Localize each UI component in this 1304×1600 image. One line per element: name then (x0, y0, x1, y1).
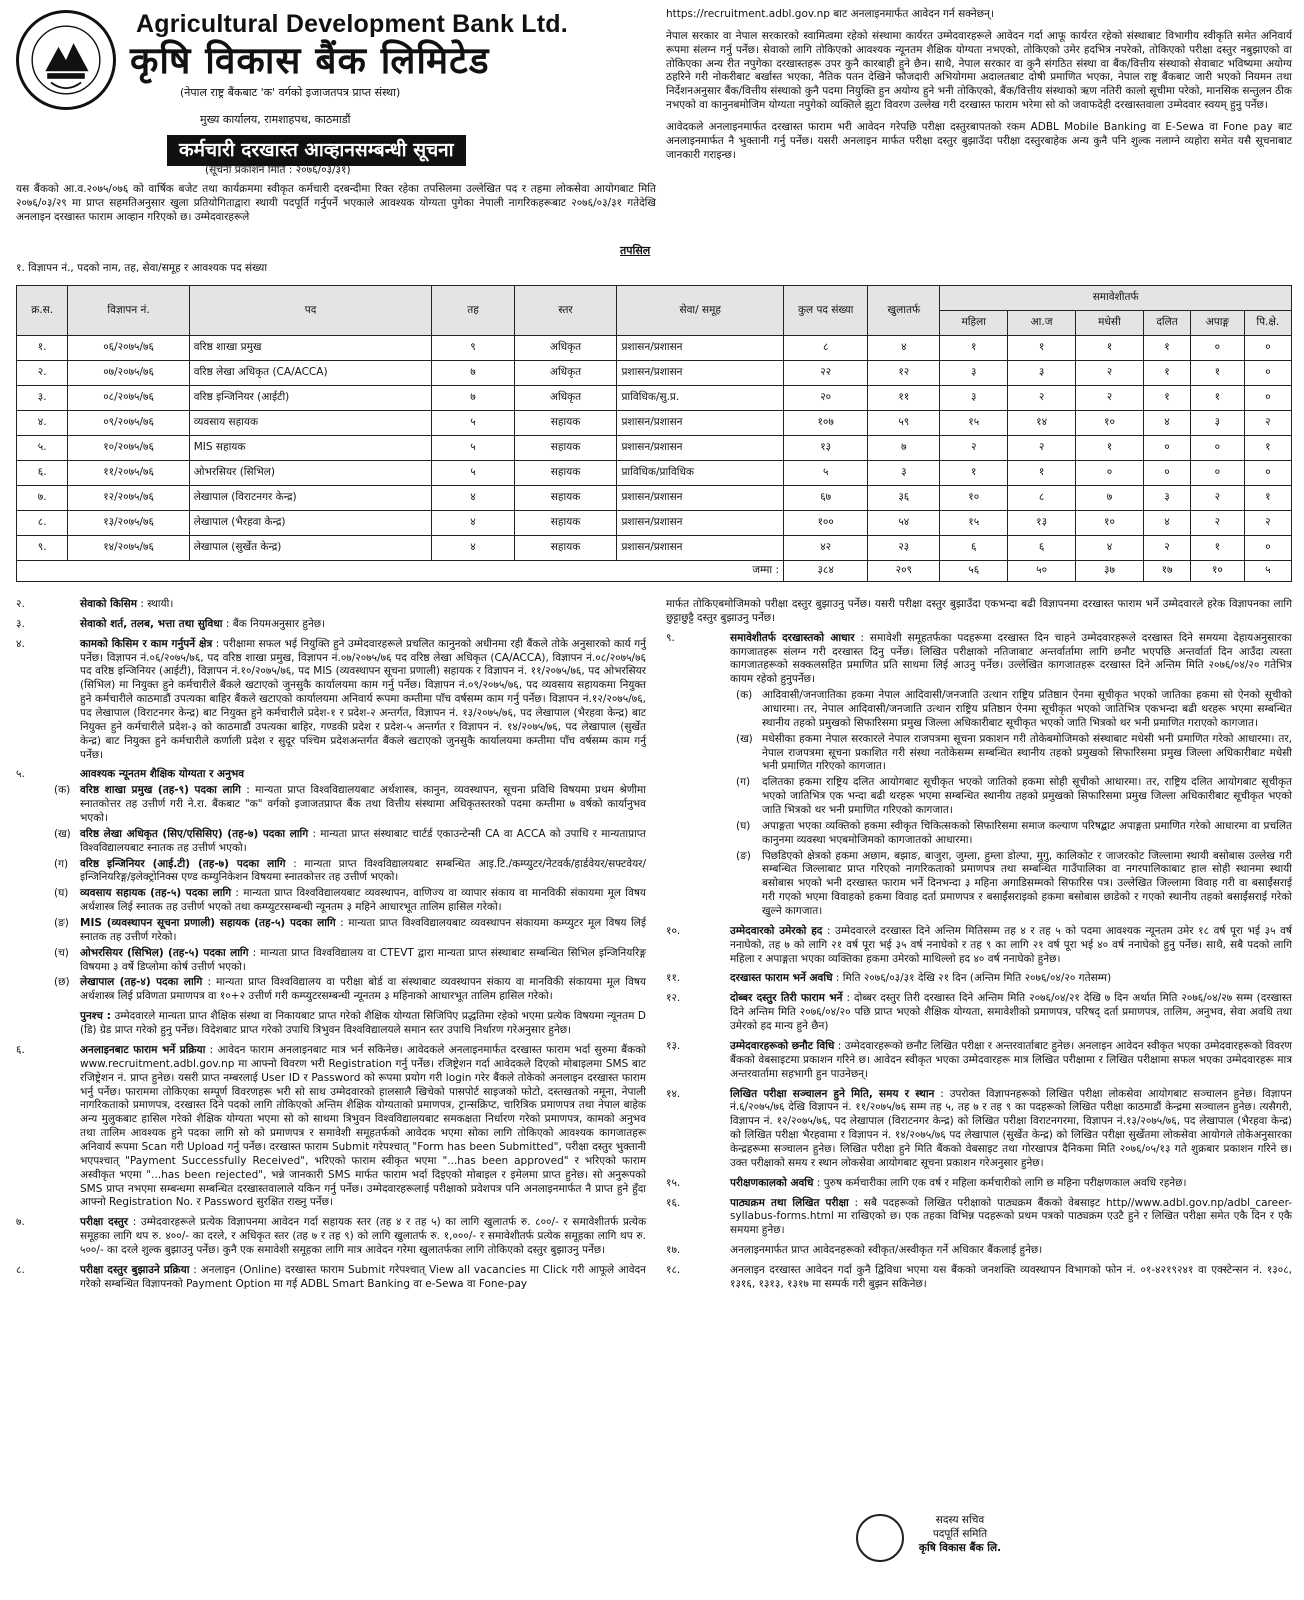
qualification-text: : मान्यता प्राप्त विश्वविद्यालय वा CTEVT द्वारा मान्यता प्राप्त संस्थाबाट सम्बन्धित सिभिल इन्जिनियरिङ्ग विषयमा ३ वर्षे डिप्लोमा कोर्ष उत्तीर्ण भएको। (80, 946, 646, 973)
item-text: : समावेशी समूहतर्फका पदहरूमा दरखास्त दिन चाहने उम्मेदवारहरूले दरखास्त दिने समयमा देहायअनुसारका कागजातहरू संलग्न गरी दरखास्त दिनु पर्नेछ। लिखित परीक्षाको नतिजाबाट अन्तर्वार्तामा लागि छनौट भएपछि अन्तर्वार्ता दिन आउँदा त्यस्ता कागजातहरूको सक्कलसहित प्रमाणित प्रति साथमा लिई आउनु पर्नेछ। उल्लेखित कागजातहरू दरखास्त दिने अन्तिम मिति २०७६/०४/२० गतेभित्र कायम रहेको हुनुपर्नेछ। (730, 631, 1292, 686)
item-5 (16, 768, 646, 1004)
item-9 (666, 632, 1292, 919)
col-level: तह (432, 286, 514, 336)
right-items-list (666, 925, 1292, 1292)
table-cell: ०६/२०७५/७६ (68, 336, 189, 361)
right-top-para-3: आवेदकले अनलाइनमार्फत दरखास्त फाराम भरी आवेदन गरेपछि परीक्षा दस्तुरबापतको रकम ADBL Mobile Banking वा E-Sewa वा Fone pay बाट अनलाइनमार्फत नै भुक्तानी गर्नु पर्नेछ। यसरी अनलाइन मार्फत परीक्षा दस्तुर बुझाउँदा परीक्षा दस्तुरबाहेक अन्य कुनै पनि शुल्क नलाग्ने व्यहोरा समेत यसै सूचनाबाट जानकारी गराइन्छ। (666, 121, 1292, 161)
bank-logo (16, 10, 116, 110)
item-number: २. (16, 598, 25, 610)
table-cell: ५ (784, 461, 868, 486)
right-item (666, 1088, 1292, 1171)
table-cell: ४ (868, 336, 940, 361)
table-cell: १४ (1008, 411, 1076, 436)
sub-letter: (ङ) (736, 849, 751, 862)
item-text: : परीक्षामा सफल भई नियुक्ति हुने उम्मेदवारहरूले प्रचलित कानुनको अधीनमा रही बैंकले तोके अनुसारको कार्य गर्नु पर्नेछ। विज्ञापन नं.०६/२०७५/७६, पद वरिष्ठ शाखा प्रमुख, विज्ञापन नं.०७/२०७५/७६ पद वरिष्ठ लेखा अधिकृत (CA/ACCA), विज्ञापन नं.०८/२०७५/७६ पद वरिष्ठ इन्जिनियर (आईटी), विज्ञापन नं.१०/२०७५/७६, पद MIS (व्यवस्थापन सूचना प्रणाली) सहायक र विज्ञापन नं. ११/२०७५/७६, पद ओभरसियर (सिभिल) मा नियुक्त हुने कर्मचारीले बैंकले खटाएको जुनसुकै कार्यालयमा काम गर्नु पर्नेछ। विज्ञापन नं.०९/२०७५/७६, पद व्यवसाय सहायकमा नियुक्त हुने कर्मचारीले काठमाडौं उपत्यका बाहिर बैंकले खटाएको कार्यालयमा अनिवार्य रूपमा कम्तीमा पाँच वर्षसम्म काम गर्नु पर्नेछ। विज्ञापन नं.१२/२०७५/७६, पद लेखापाल (विराटनगर केन्द्र) बाट नियुक्त हुने कर्मचारीले प्रदेश-१ र प्रदेश-२ अन्तर्गत, विज्ञापन नं. १३/२०७५/७६, पद लेखापाल (भैरहवा केन्द्र) बाट नियुक्त हुने कर्मचारीले प्रदेश-३ को काठमाडौं उपत्यका बाहिर, गण्डकी प्रदेश र प्रदेश-५ अन्तर्गत र विज्ञापन नं. १४/२०७५/७६, पद लेखापाल (सुर्खेत केन्द्र) बाट नियुक्त हुने कर्मचारीले कर्णाली प्रदेश र सुदूर पश्चिम प्रदेशअन्तर्गत बैंकले खटाएको जुनसुकै कार्यालयमा कम्तीमा पाँच वर्षसम्म काम गर्नु पर्नेछ। (80, 637, 646, 761)
table-row (17, 436, 1292, 461)
item-title: कामको किसिम र काम गर्नुपर्ने क्षेत्र (80, 637, 213, 650)
item-title: दोब्बर दस्तुर तिरी फाराम भर्ने (730, 992, 843, 1005)
table-cell: लेखापाल (भैरहवा केन्द्र) (189, 511, 432, 536)
qualification-item (48, 947, 646, 975)
table-cell: ६. (17, 461, 68, 486)
punashcha-note (16, 1010, 646, 1038)
total-cell: ५६ (940, 561, 1008, 582)
intro-paragraph: यस बैंकको आ.व.२०७५/०७६ को वार्षिक बजेट तथा कार्यक्रममा स्वीकृत कर्मचारी दरबन्दीमा रिक्त रहेका तपसिलमा उल्लेखित पद र तहमा लोकसेवा आयोगबाट मिति २०७६/०३/२९ मा प्राप्त सहमतिअनुसार खुला प्रतियोगिताद्वारा स्थायी पदपूर्ति गर्नुपर्ने भएकाले आवश्यक योग्यता पुगेका नेपाली नागरिकहरूबाट २०७६/०३/३१ गतेदेखि अनलाइन दरखास्त फाराम आव्हान गरिएको छ। उम्मेदवारहरूले (16, 183, 656, 223)
table-cell: प्राविधिक/प्राविधिक (617, 461, 784, 486)
table-cell: १ (940, 461, 1008, 486)
item-text: : उम्मेदवारहरूले प्रत्येक विज्ञापनमा आवेदन गर्दा सहायक स्तर (तह ४ र तह ५) का लागि खुलातर्फ रु. ८००/- र समावेशीतर्फ प्रत्येक समूहका लागि थप रु. ४००/- का दरले, र अधिकृत स्तर (तह ७ र तह ९) को लागि खुलातर्फ रु. १,०००/- र समावेशीतर्फ प्रत्येक समूहका लागि थप रु. ५००/- का दरले शुल्क बुझाउनु पर्नेछ। कुनै एक समावेशी समूहका लागि मात्र आवेदन गरेमा खुलातर्फका लागि तोकिएको दस्तुर बुझाउनु पर्नेछ। (80, 1216, 647, 1256)
item-number: ११. (666, 972, 681, 985)
table-cell: सहायक (514, 436, 617, 461)
qualification-title: वरिष्ठ इन्जिनियर (आई.टी) (तह-७) पदका लागि (80, 857, 286, 870)
head-office: मुख्य कार्यालय, रामशाहपथ, काठमाडौं (200, 113, 351, 126)
sub-letter: (घ) (736, 819, 751, 832)
table-cell: प्रशासन/प्रशासन (617, 436, 784, 461)
table-cell: २ (1244, 511, 1291, 536)
table-cell: अधिकृत (514, 336, 617, 361)
item-2 (16, 598, 646, 612)
table-cell: १ (1076, 336, 1144, 361)
table-cell: ३ (868, 461, 940, 486)
qualification-list (48, 784, 646, 1004)
item-title: उम्मेदवारहरूको छनौट विधि (730, 1039, 835, 1052)
table-cell: सहायक (514, 536, 617, 561)
inclusion-text: मधेसीका हकमा नेपाल सरकारले नेपाल राजपत्रमा सूचना प्रकाशन गरी तोकेबमोजिमको संस्थाबाट मधेसी भनी प्रमाणित गरेको आधारमा। तर, नेपाल राजपत्रमा सूचना प्रकाशित गरी संस्था नतोकेसम्म सम्बन्धित स्थानीय तहको प्रमुखको सिफारिसमा प्रमुख जिल्ला अधिकारीबाट मधेसी भनी प्रमाणित गरिएको कागजात। (762, 732, 1292, 773)
table-cell: प्रशासन/प्रशासन (617, 336, 784, 361)
table-cell: १२/२०७५/७६ (68, 486, 189, 511)
item-text: : उपरोक्त विज्ञापनहरूको लिखित परीक्षा लोकसेवा आयोगबाट सञ्चालन हुनेछ। विज्ञापन नं.६/२०७५/७६ देखि विज्ञापन नं. ११/२०७५/७६ सम्म तह ५, तह ७ र तह ९ का पदहरूको लिखित परीक्षा काठमाडौं केन्द्रमा सञ्चालन हुनेछ। त्यसैगरी, विज्ञापन नं. १२/२०७५/७६, पद लेखापाल (विराटनगर केन्द्र) को लिखित परीक्षा विराटनगरमा, विज्ञापन नं.१३/२०७५/७६, पद लेखापाल (भैरहवा केन्द्र) को लिखित परीक्षा भैरहवामा र विज्ञापन नं. १४/२०७५/७६ पद लेखापाल (सुर्खेत केन्द्र) को लिखित परीक्षा सुर्खेतमा लोकसेवा आयोगले तोकेअनुसारका केन्द्रहरूमा सञ्चालन हुनेछ। लिखित परीक्षा हुने मिति बैंकको वेबसाइट तथा गोरखापत्र दैनिकमा मिति २०७६/०५/१३ गते शुक्रबार प्रकाशन गरिने छ। उक्त परीक्षाको समय र स्थान लोकसेवा आयोगबाट सूचना प्रकाशन गरेअनुसार हुनेछ। (730, 1087, 1293, 1169)
table-cell: प्राविधिक/सु.प्र. (617, 386, 784, 411)
col-grade: स्तर (514, 286, 617, 336)
qualification-title: वरिष्ठ लेखा अधिकृत (सिए/एसिसिए) (तह-७) पदका लागि (80, 827, 309, 840)
inclusion-doc-list (730, 689, 1292, 919)
table-row (17, 411, 1292, 436)
punashcha-text: उम्मेदवारले मान्यता प्राप्त शैक्षिक संस्था वा निकायबाट प्राप्त गरेको शैक्षिक योग्यता सिजिपिए प्रद्धतिमा रहेको भएमा प्रत्येक विषयमा न्यूनतम D (डि) ग्रेड प्राप्त गरेको हुनु पर्नेछ। विदेशबाट प्राप्त गरेको उपाधि त्रिभुवन विश्वविद्यालयले समान स्तर उपाधि निर्धारण गरेअनुसार हुनेछ। (80, 1010, 646, 1037)
table-cell: ८ (784, 336, 868, 361)
right-item (666, 1244, 1292, 1258)
item-text: : सबै पदहरूको लिखित परीक्षाको पाठ्यक्रम बैंकको वेबसाइट http//www.adbl.gov.np/adbl_career-syllabus-forms.html मा राखिएको छ। एक तहका विभिन्न पदहरूको प्रथम पत्रको पाठ्यक्रम एउटै हुने र लिखित परीक्षा समेत एकै दिन र एकै समयमा हुनेछ। (730, 1196, 1292, 1237)
item-text: : उम्मेदवारले दरखास्त दिने अन्तिम मितिसम्म तह ४ र तह ५ को पदमा आवश्यक न्यूनतम उमेर १८ वर्ष पूरा भई ३५ वर्ष ननाघेको, तह ७ को लागि २१ वर्ष पूरा भई ३५ वर्ष ननाघेको र तह ९ का लागि २१ वर्ष पूरा भई ४० वर्ष ननाघेको हुनु पर्नेछ। साथै, सबै पदको लागि महिला र अपाङ्गता भएका व्यक्तिका हकमा उमेरको माथिल्लो हद ४० वर्ष ननाघेको हुनेछ। (730, 924, 1292, 965)
item-number: ५. (16, 768, 25, 781)
table-cell: ९ (432, 336, 514, 361)
table-cell: १३ (784, 436, 868, 461)
table-cell: ४. (17, 411, 68, 436)
table-cell: ३. (17, 386, 68, 411)
right-item (666, 1264, 1292, 1292)
table-cell: प्रशासन/प्रशासन (617, 411, 784, 436)
signatory-committee: पदपूर्ति समिति (932, 1527, 988, 1540)
right-item (666, 1177, 1292, 1191)
table-cell: ५. (17, 436, 68, 461)
right-top-para-1: https://recruitment.adbl.gov.np बाट अनलाइनमार्फत आवेदन गर्न सक्नेछन्। (666, 8, 994, 20)
table-cell: १५ (940, 511, 1008, 536)
table-cell: १० (1076, 411, 1144, 436)
total-cell: १७ (1143, 561, 1190, 582)
qualification-title: व्यवसाय सहायक (तह-५) पदका लागि (80, 887, 232, 900)
right-item (666, 972, 1292, 986)
table-cell: २० (784, 386, 868, 411)
table-cell: ५ (432, 461, 514, 486)
table-cell: १०० (784, 511, 868, 536)
table-cell: १०७ (784, 411, 868, 436)
table-row (17, 386, 1292, 411)
item-text: : बैंक नियमअनुसार हुनेछ। (225, 617, 326, 630)
table-cell: ७ (1076, 486, 1144, 511)
vacancy-table (16, 285, 1292, 582)
item-text: : स्थायी। (140, 598, 174, 610)
item-title: दरखास्त फाराम भर्ने अवधि (730, 972, 833, 985)
table-cell: ० (1191, 436, 1244, 461)
item-number: १०. (666, 924, 681, 937)
item-title: पाठ्यक्रम तथा लिखित परीक्षा (730, 1196, 849, 1209)
table-cell: १२ (868, 361, 940, 386)
total-cell: ३८४ (784, 561, 868, 582)
item-8 (16, 1264, 646, 1292)
table-cell: वरिष्ठ शाखा प्रमुख (189, 336, 432, 361)
table-cell: ६ (1008, 536, 1076, 561)
table-cell: ओभरसियर (सिभिल) (189, 461, 432, 486)
qualification-text: : मान्यता प्राप्त विश्वविद्यालय वा परीक्षा बोर्ड वा संस्थाबाट व्यवस्थापन संकाय वा मानविकी संकायमा मूल विषय अर्थशास्त्र लिई प्रविणता प्रमाणपत्र वा १०+२ उत्तीर्ण गरी कम्प्युटरसम्बन्धी न्यूनतम ३ महिनाको आधारभूत तालिम हासिल गरेको। (80, 976, 646, 1003)
right-item (666, 925, 1292, 967)
inclusion-item (730, 850, 1292, 919)
item-number: १६. (666, 1196, 681, 1209)
inclusion-item (730, 689, 1292, 731)
table-cell: ३ (1191, 411, 1244, 436)
qualification-text: : मान्यता प्राप्त संस्थाबाट चार्टर्ड एकाउन्टेन्सी CA वा ACCA को उपाधि र मान्यताप्राप्त विश्वविद्यालयबाट स्नातक तह उत्तीर्ण भएको। (80, 827, 647, 854)
table-cell: प्रशासन/प्रशासन (617, 486, 784, 511)
table-cell: १ (1143, 386, 1190, 411)
inclusion-text: अपाङ्गता भएका व्यक्तिको हकमा स्वीकृत चिकित्सकको सिफारिसमा समाज कल्याण परिषद्बाट अपाङ्गता प्रमाणित गरेको आधारमा वा प्रचलित कानुनमा व्यवस्था भएबमोजिमको कागजातको आधारमा। (762, 819, 1292, 846)
col-janajati: आ.ज (1008, 311, 1076, 336)
table-header-row (17, 286, 1292, 311)
table-cell: ४ (1143, 511, 1190, 536)
sub-letter: (ग) (54, 857, 69, 870)
bank-name-nepali: कृषि विकास बैंक लिमिटेड (130, 39, 490, 82)
item-text: : मिति २०७६/०३/३१ देखि २१ दिन (अन्तिम मिति २०७६/०४/२० गतेसम्म) (835, 972, 1112, 985)
item-title: सेवाको शर्त, तलब, भत्ता तथा सुविधा (80, 617, 223, 630)
qualification-title: वरिष्ठ शाखा प्रमुख (तह-९) पदका लागि (80, 784, 241, 797)
item-number: १८. (666, 1263, 681, 1276)
item-number: १७. (666, 1244, 681, 1257)
table-cell: ० (1244, 361, 1291, 386)
table-cell: ३ (940, 386, 1008, 411)
qualification-text: : मान्यता प्राप्त विश्वविद्यालयबाट सम्बन्धित आइ.टि./कम्प्युटर/नेटवर्क/हार्डवेयर/सफ्टवेयर/इन्जिनियरिङ्ग/इलेक्ट्रोनिक्स एण्ड कम्युनिकेशन विषयमा स्नातकोत्तर तह उत्तीर्ण भएको। (80, 857, 646, 884)
item-text: अनलाइनमार्फत प्राप्त आवेदनहरूको स्वीकृत/अस्वीकृत गर्ने अधिकार बैंकलाई हुनेछ। (730, 1244, 1043, 1257)
sub-letter: (ग) (736, 776, 751, 789)
table-cell: ३ (1143, 486, 1190, 511)
table-cell: १ (1191, 361, 1244, 386)
table-cell: १ (1143, 361, 1190, 386)
qualification-item (48, 858, 646, 886)
sub-letter: (छ) (54, 976, 70, 989)
item-title: समावेशीतर्फ दरखास्तको आधार (730, 631, 855, 644)
table-cell: ५ (432, 411, 514, 436)
col-inclusive: समावेशीतर्फ (940, 286, 1292, 311)
table-cell: २ (1008, 436, 1076, 461)
qualification-item (48, 917, 646, 945)
qualification-text: : मान्यता प्राप्त विश्वविद्यालयबाट अर्थशास्त्र, कानुन, व्यवस्थापन, सूचना प्रविधि विषयमा प्रथम श्रेणीमा स्नातकोत्तर तह उत्तीर्ण गरी ने.रा. बैंकबाट "क" वर्गको इजाजतप्राप्त बैंक तथा वित्तीय संस्थामा अधिकृतस्तरको पदमा कम्तीमा ७ वर्षको कार्यानुभव भएको। (80, 784, 646, 825)
item-title: सेवाको किसिम (80, 598, 137, 610)
item-text: : अनलाइन (Online) दरखास्त फाराम Submit गरेपश्चात् View all vacancies मा Click गरी आफूले आवेदन गरेको सम्बन्धित विज्ञापनको Payment Option मा गई ADBL Smart Banking वा e-Sewa वा Fone-pay (80, 1263, 646, 1290)
col-service: सेवा/ समूह (617, 286, 784, 336)
table-cell: प्रशासन/प्रशासन (617, 511, 784, 536)
table-cell: १ (1143, 336, 1190, 361)
qualification-item (48, 784, 646, 826)
item-4 (16, 638, 646, 763)
qualification-item (48, 976, 646, 1004)
table-cell: ४ (1076, 536, 1144, 561)
table-cell: २. (17, 361, 68, 386)
col-open: खुलातर्फ (868, 286, 940, 336)
qualification-item (48, 887, 646, 915)
signature-block (860, 1514, 1060, 1556)
col-post: पद (189, 286, 432, 336)
table-cell: ७ (868, 436, 940, 461)
item-title: उम्मेदवारको उमेरको हद (730, 924, 823, 937)
item-7 (16, 1216, 646, 1258)
left-column (16, 598, 646, 1298)
table-cell: प्रशासन/प्रशासन (617, 361, 784, 386)
total-cell: १० (1191, 561, 1244, 582)
table-cell: व्यवसाय सहायक (189, 411, 432, 436)
notice-title: कर्मचारी दरखास्त आव्हानसम्बन्धी सूचना (167, 135, 466, 166)
item-number: १५. (666, 1176, 681, 1189)
right-column (666, 598, 1292, 1298)
table-cell: ३६ (868, 486, 940, 511)
item-number: १३. (666, 1039, 681, 1052)
table-cell: १० (940, 486, 1008, 511)
table-cell: २ (1076, 386, 1144, 411)
table-cell: अधिकृत (514, 386, 617, 411)
table-cell: ४ (432, 536, 514, 561)
table-cell: ० (1244, 386, 1291, 411)
sub-letter: (च) (54, 946, 69, 959)
table-cell: ६७ (784, 486, 868, 511)
item-number: ९. (666, 631, 675, 644)
qualification-title: ओभरसियर (सिभिल) (तह-५) पदका लागि (80, 946, 249, 959)
right-item (666, 1040, 1292, 1082)
table-cell: सहायक (514, 411, 617, 436)
right-top-para-2: नेपाल सरकार वा नेपाल सरकारको स्वामित्वमा रहेको संस्थामा कार्यरत उम्मेदवारहरूले आवेदन गर्दा आफू कार्यरत रहेको संस्थाबाट विभागीय स्वीकृति समेत अनिवार्य रूपमा संलग्न गर्नु पर्नेछ। सेवाको लागि तोकिएको आवश्यक न्यूनतम शैक्षिक योग्यता नभएको, तोकिएको उमेर हदभित्र नपरेको, तोकिएको परीक्षा दस्तुर नबुझाएको वा तोकिएका अन्य रीत नपुगेका दरखास्तहरू उपर कुनै कारबाही हुने छैन। साथै, नेपाल सरकार वा कुनै संगठित संस्था वा बैंक/वित्तीय संस्थाको सेवाबाट भविष्यमा अयोग्य ठहरिने गरी नोकरीबाट बर्खास्त भएका, नैतिक पतन देखिने फौजदारी अभियोगमा अदालतबाट दोषी प्रमाणित भएका, नेपाल राष्ट्र बैंकबाट जारी भएको नियमन तथा निर्देशनअनुसार बैंक/वित्तीय संस्थाको कुनै पदमा नियुक्ति हुन अयोग्य हुने भनी तोकिएको, बैंक/वित्तीय संस्थाको ऋण नतिरी कालो सूचीमा परेको, मानसिक सन्तुलन ठीक नभएको वा कानुनबमोजिम योग्यता नपुगेको व्यक्तिले झुटा विवरण उल्लेख गरी दरखास्त फाराम भरेमा सो को जवाफदेही दरखास्तवाला उम्मेदवार स्वयम् हुनु पर्नेछ। (666, 29, 1292, 112)
sub-letter: (क) (736, 689, 753, 702)
table-cell: १. (17, 336, 68, 361)
item-text: : आवेदन फाराम अनलाइनबाट मात्र भर्न सकिनेछ। आवेदकले अनलाइनमार्फत दरखास्त फाराम भर्दा सुरुमा बैंकको www.recruitment.adbl.gov.np मा आफ्नो विवरण भरी Registration गर्नु पर्नेछ। रजिष्ट्रेशन गर्दा आवेदकले दिएको मोबाइलमा SMS बाट रजिष्ट्रेशन नं. प्राप्त हुनेछ। यसरी प्राप्त नम्बरलाई User ID र Password को रूपमा प्रयोग गरी login गरेर बैंकले तोकेको अनलाइन दरखास्त फाराम भर्नु पर्नेछ। फाराममा तोकिएका सम्पूर्ण विवरणहरू भरी सो साथ उम्मेदवारको हालसालै खिचेको पासपोर्ट साइजको फोटो, दस्तखतको नमूना, नेपाली नागरिकताको प्रमाणपत्र, दरखास्त दिने पदको लागि तोकिएको अन्तिम शैक्षिक योग्यताको प्रमाणपत्र, ट्रान्सक्रिप्ट, चारित्रिक प्रमाणपत्र तथा नेपाल बाहेक अन्य मुलुकबाट हासिल गरेको शैक्षिक योग्यता भएमा सो को साथमा त्रिभुवन विश्वविद्यालयबाट समकक्षता निर्धारण गरेको प्रमाणपत्र, कामको अनुभव तथा तालिम आवश्यक हुने पदका लागि सो को प्रमाणपत्र र समावेशी समूहतर्फको आवेदक भएमा सोका लागि तोकिएको आवश्यक कागजातहरू अनिवार्य रूपमा Scan गरी Upload गर्नु पर्नेछ। दरखास्त फाराम Submit गरेपश्चात् "Form has been Submitted", परीक्षा दस्तुर भुक्तानी भएपश्चात् "Payment Successfully Received", भरिएको फाराम स्वीकृत भएमा "...has been approved" र भरिएको फाराम अस्वीकृत भएमा "...has been rejected", भन्ने जानकारी SMS मार्फत फाराम भर्दा दिइएको मोबाइल र इमेलमा प्राप्त हुनेछ। सो अनुरूपको SMS प्राप्त नभएमा सम्बन्धमा सम्बन्धित दरखास्तवालाले यकिन गर्नु पर्नेछ। उम्मेदवारहरूलाई परीक्षाको प्रवेशपत्र पनि अनलाइनमार्फत नै प्राप्त हुने हुँदा आफ्नो Registration No. र Password सुरक्षित राख्नु पर्नेछ। (80, 1043, 647, 1209)
table-cell: ५९ (868, 411, 940, 436)
table-body (17, 336, 1292, 582)
item-text: अनलाइन दरखास्त आवेदन गर्दा कुनै द्विविधा भएमा यस बैंकको जनशक्ति व्यवस्थापन विभागको फोन नं. ०१-४२१९२४१ वा एक्स्टेन्सन नं. १३०८, १३१६, १३१३, १३१७ मा सम्पर्क गरी बुझन सकिनेछ। (730, 1263, 1292, 1290)
qualification-text: : मान्यता प्राप्त विश्वविद्यालयबाट व्यवस्थापन संकायमा कम्प्युटर मूल विषय लिई स्नातक तह उत्तीर्ण गरेको। (80, 917, 646, 943)
inclusion-item (730, 733, 1292, 775)
item-6 (16, 1044, 646, 1210)
table-cell: २ (1008, 386, 1076, 411)
sub-letter: (ख) (54, 827, 71, 840)
table-cell: १० (1076, 511, 1144, 536)
table-cell: वरिष्ठ लेखा अधिकृत (CA/ACCA) (189, 361, 432, 386)
table-cell: १३/२०७५/७६ (68, 511, 189, 536)
table-cell: सहायक (514, 461, 617, 486)
item-text: : उम्मेदवारहरूको छनौट लिखित परीक्षा र अन्तरवार्ताबाट हुनेछ। अनलाइन आवेदन स्वीकृत भएका उम्मेदवारहरूको विवरण बैंकको वेबसाइटमा प्रकाशन गरिने छ। आवेदन स्वीकृत भएका उम्मेदवारहरू मात्र लिखित परीक्षामा र लिखित परीक्षामा सफल भएका उम्मेदवारहरू मात्र अन्तरवार्तामा सहभागी हुन पाउनेछन्। (730, 1039, 1292, 1080)
col-women: महिला (940, 311, 1008, 336)
table-cell: ३ (1008, 361, 1076, 386)
item-text: : पुरुष कर्मचारीका लागि एक वर्ष र महिला कर्मचारीको लागि छ महिना परीक्षणकाल अवधि रहनेछ। (816, 1176, 1187, 1189)
table-row (17, 461, 1292, 486)
item-3 (16, 618, 646, 632)
table-total-row (17, 561, 1292, 582)
table-cell: ०७/२०७५/७६ (68, 361, 189, 386)
table-cell: ४ (1143, 411, 1190, 436)
item-title: परीक्षा दस्तुर बुझाउने प्रक्रिया (80, 1263, 190, 1276)
col-ad-no: विज्ञापन नं. (68, 286, 189, 336)
table-cell: १ (1191, 536, 1244, 561)
sub-letter: (ख) (736, 732, 753, 745)
sub-letter: (घ) (54, 887, 69, 900)
punashcha-title: पुनश्च : (80, 1010, 111, 1023)
col-disabled: अपाङ्ग (1191, 311, 1244, 336)
table-cell: लेखापाल (विराटनगर केन्द्र) (189, 486, 432, 511)
table-cell: २ (1143, 536, 1190, 561)
table-cell: १०/२०७५/७६ (68, 436, 189, 461)
item-8-continued: मार्फत तोकिएबमोजिमको परीक्षा दस्तुर बुझाउनु पर्नेछ। यसरी परीक्षा दस्तुर बुझाउँदा एकभन्दा बढी विज्ञापनमा दरखास्त फाराम भर्ने उम्मेदवारले हरेक विज्ञापनका लागि छुट्टाछुट्टै दस्तुर बुझाउनु पर्नेछ। (666, 598, 1292, 624)
bank-license-note: (नेपाल राष्ट्र बैंकबाट 'क' वर्गको इजाजतपत्र प्राप्त संस्था) (180, 86, 401, 99)
item-number: ६. (16, 1043, 25, 1056)
qualification-text: : मान्यता प्राप्त विश्वविद्यालयबाट व्यवस्थापन, वाणिज्य वा व्यापार संकाय वा मानविकी संकायमा मूल विषय अर्थशास्त्र लिई स्नातक तह उत्तीर्ण भएको तथा कम्प्युटरसम्बन्धी न्यूनतम ३ महिने आधारभूत तालिम हासिल गरेको। (80, 887, 646, 914)
signatory-title: सदस्य सचिव (935, 1514, 985, 1526)
item-text: : दोब्बर दस्तुर तिरी दरखास्त दिने अन्तिम मिति २०७६/०४/२१ देखि ७ दिन अर्थात मिति २०७६/०४/२७ सम्म (दरखास्त दिने अन्तिम मिति २०७६/०४/२० पछि प्राप्त भएको शैक्षिक योग्यता, समावेशीको प्रमाणपत्र, परिषद् दर्ता प्रमाणपत्र, तालिम, अनुभव, सेवा अवधि तथा उमेरको हद मान्य हुने छैन) (730, 992, 1292, 1033)
table-row (17, 336, 1292, 361)
item-number: ७. (16, 1216, 25, 1229)
table-row (17, 536, 1292, 561)
table-cell: २२ (784, 361, 868, 386)
bank-logo-emblem (19, 13, 113, 107)
table-cell: १ (1191, 386, 1244, 411)
total-cell: ५० (1008, 561, 1076, 582)
table-cell: १ (1008, 336, 1076, 361)
table-cell: ५ (432, 436, 514, 461)
item-title: लिखित परीक्षा सञ्चालन हुने मिति, समय र स्थान (730, 1087, 935, 1100)
table-cell: १५ (940, 411, 1008, 436)
tapsil-heading: तपसिल (620, 244, 651, 257)
table-cell: १ (1076, 436, 1144, 461)
table-cell: सहायक (514, 511, 617, 536)
item-title: आवश्यक न्यूनतम शैक्षिक योग्यता र अनुभव (80, 768, 245, 781)
table-cell: वरिष्ठ इन्जिनियर (आईटी) (189, 386, 432, 411)
table-cell: २ (1191, 511, 1244, 536)
total-label: जम्मा : (17, 561, 784, 582)
total-cell: ३७ (1076, 561, 1144, 582)
inclusion-item (730, 820, 1292, 848)
total-cell: २०९ (868, 561, 940, 582)
qualification-title: लेखापाल (तह-४) पदका लागि (80, 976, 203, 989)
col-sn: क्र.स. (17, 286, 68, 336)
table-cell: ० (1143, 461, 1190, 486)
table-cell: लेखापाल (सुर्खेत केन्द्र) (189, 536, 432, 561)
item-number: ३. (16, 617, 25, 630)
table-row (17, 486, 1292, 511)
table-cell: सहायक (514, 486, 617, 511)
publication-date: (सूचना प्रकाशन मिति : २०७६/०३/३१) (205, 164, 351, 176)
inclusion-text: दलितका हकमा राष्ट्रिय दलित आयोगबाट सूचीकृत भएको जातिको हकमा सोही सूचीको आधारमा। तर, राष्ट्रिय दलित आयोगबाट सूचीकृत भएको जातिभित्र एक भन्दा बढी थरहरू भएमा सम्बन्धित स्थानीय तहको प्रमुखको सिफारिसमा प्रमुख जिल्ला अधिकारीबाट सूचीकृत भएको जाति भित्रको थर भनी प्रमाणित गरिएको कागजात। (762, 776, 1292, 817)
table-row (17, 511, 1292, 536)
item-number: ४. (16, 637, 25, 650)
total-cell: ५ (1244, 561, 1291, 582)
bank-name-english: Agricultural Development Bank Ltd. (136, 10, 568, 38)
table-cell: ४ (432, 511, 514, 536)
table-cell: MIS सहायक (189, 436, 432, 461)
table-cell: ० (1076, 461, 1144, 486)
item-number: १४. (666, 1087, 681, 1100)
sub-letter: (ङ) (54, 917, 69, 930)
table-cell: ० (1143, 436, 1190, 461)
sub-letter: (क) (54, 784, 71, 797)
col-total-posts: कुल पद संख्या (784, 286, 868, 336)
table-cell: ० (1244, 536, 1291, 561)
table-cell: ८ (1008, 486, 1076, 511)
table-cell: ० (1191, 336, 1244, 361)
right-item (666, 1197, 1292, 1239)
table-cell: अधिकृत (514, 361, 617, 386)
table-cell: २ (940, 436, 1008, 461)
table-cell: ७ (432, 361, 514, 386)
right-item (666, 992, 1292, 1034)
right-top-column (666, 8, 1292, 171)
table-cell: ० (1244, 336, 1291, 361)
inclusion-text: आदिवासी/जनजातिका हकमा नेपाल आदिवासी/जनजाति उत्थान राष्ट्रिय प्रतिष्ठान ऐनमा सूचीकृत भएको जातिका हकमा सो ऐनको सूचीको आधारमा। तर, नेपाल आदिवासी/जनजाति उत्थान राष्ट्रिय प्रतिष्ठान ऐनमा सूचीकृत भएको जातिभित्र एकभन्दा बढी थरहरू भएमा सम्बन्धित स्थानीय तहको प्रमुखको सिफारिसमा प्रमुख जिल्ला अधिकारीबाट सूचीकृत भएको जाति भित्रको थर भनी प्रमाणित गराएको कागजात। (762, 689, 1292, 729)
col-madhesi: मधेसी (1076, 311, 1144, 336)
table-cell: ११/२०७५/७६ (68, 461, 189, 486)
table-cell: २ (1076, 361, 1144, 386)
item-number: ८. (16, 1263, 25, 1276)
table-cell: १ (1008, 461, 1076, 486)
table-row (17, 361, 1292, 386)
table-cell: ६ (940, 536, 1008, 561)
qualification-title: MIS (व्यवस्थापन सूचना प्रणाली) सहायक (तह-५) पदका लागि (80, 917, 336, 930)
inclusion-text: पिछडिएको क्षेत्रको हकमा अछाम, बझाङ, बाजुरा, जुम्ला, हुम्ला डोल्पा, मुगु, कालिकोट र जाजरकोट जिल्लामा स्थायी बसोबास उल्लेख गरी सम्बन्धित जिल्लाबाट प्राप्त गरिएको नागरिकताको प्रमाणपत्र तथा सम्बन्धित गाउँपालिका वा नगरपालिकाबाट हाल सोही स्थानमा स्थायी बसोबास भएको भनी दरखास्त फाराम भर्ने दिनभन्दा ३ महिना अगाडिसम्मको सिफारिस पत्र। उल्लेखित जिल्लामा विवाह गरी वा बसाईंसराई गरी गएको भएमा विवाहको हकमा विवाह दर्ता प्रमाणपत्र र बसाईंसराइको हकमा बसोबास छाडेको र गएको स्थानीय तहको बसाईंसराई गरेको खुल्ने कागजात। (762, 849, 1292, 918)
table-cell: २ (1244, 411, 1291, 436)
table-cell: ० (1191, 461, 1244, 486)
table-cell: २ (1191, 486, 1244, 511)
table-cell: ९. (17, 536, 68, 561)
item-title: अनलाइनबाट फाराम भर्ने प्रक्रिया (80, 1043, 206, 1056)
table-cell: ३ (940, 361, 1008, 386)
table-cell: ०९/२०७५/७६ (68, 411, 189, 436)
table-cell: ४२ (784, 536, 868, 561)
table-cell: १४/२०७५/७६ (68, 536, 189, 561)
qualification-item (48, 828, 646, 856)
table-cell: १३ (1008, 511, 1076, 536)
table-cell: प्रशासन/प्रशासन (617, 536, 784, 561)
table-cell: ० (1244, 461, 1291, 486)
table-cell: ८. (17, 511, 68, 536)
table-cell: ७ (432, 386, 514, 411)
table-cell: ७. (17, 486, 68, 511)
table-cell: १ (1244, 436, 1291, 461)
section-1-title: १. विज्ञापन नं., पदको नाम, तह, सेवा/समूह र आवश्यक पद संख्या (16, 262, 268, 274)
table-cell: ५४ (868, 511, 940, 536)
table-cell: १ (1244, 486, 1291, 511)
col-backward: पि.क्षे. (1244, 311, 1291, 336)
item-number: १२. (666, 992, 681, 1005)
signatory-bank: कृषि विकास बैंक लि. (918, 1541, 1002, 1554)
table-cell: ४ (432, 486, 514, 511)
item-title: परीक्षणकालको अवधि (730, 1176, 814, 1189)
table-cell: ०८/२०७५/७६ (68, 386, 189, 411)
inclusion-item (730, 776, 1292, 818)
table-cell: १ (940, 336, 1008, 361)
col-dalit: दलित (1143, 311, 1190, 336)
item-title: परीक्षा दस्तुर (80, 1216, 129, 1229)
table-cell: २३ (868, 536, 940, 561)
table-cell: ११ (868, 386, 940, 411)
